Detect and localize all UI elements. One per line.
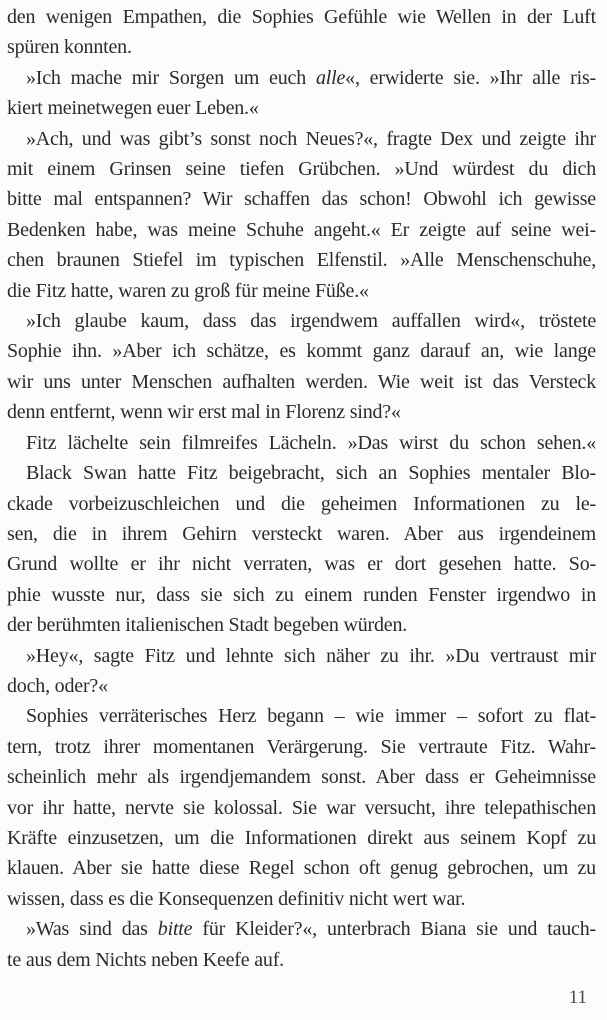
text-line — [7, 489, 596, 519]
text-line — [7, 732, 596, 762]
text-segment: phie wusste nur, dass sie sich zu einem runden Fenster irgendwo in — [7, 583, 596, 606]
text-segment: die Fitz hatte, waren zu groß für meine Füße.« — [7, 279, 369, 302]
text-segment: scheinlich mehr als irgendjemandem sonst. Aber dass er Geheimnisse — [7, 766, 596, 789]
text-segment: chen braunen Stiefel im typischen Elfenstil. »Alle Menschenschuhe, — [7, 249, 596, 272]
text-segment: mit einem Grinsen seine tiefen Grübchen. »Und würdest du dich — [7, 158, 596, 181]
text-segment: Black Swan hatte Fitz beigebracht, sich an Sophies mentaler Blo- — [26, 462, 596, 485]
page-number: 11 — [568, 987, 587, 1008]
text-segment: spüren konnten. — [7, 36, 132, 59]
text-line — [7, 93, 596, 123]
text-segment: Bedenken habe, was meine Schuhe angeht.« Er zeigte auf seine wei- — [7, 218, 596, 241]
text-segment: te aus dem Nichts neben Keefe auf. — [7, 948, 284, 971]
text-segment: wissen, dass es die Konsequenzen definitiv nicht wert war. — [7, 887, 466, 910]
text-segment: kiert meinetwegen euer Leben.« — [7, 97, 259, 120]
text-line — [7, 428, 596, 458]
text-line — [7, 458, 596, 488]
text-line — [7, 945, 596, 975]
text-segment: tern, trotz ihrer momentanen Verärgerung. Sie vertraute Fitz. Wahr- — [7, 735, 596, 758]
text-segment: Sophie ihn. »Aber ich schätze, es kommt ganz darauf an, wie lange — [7, 340, 596, 363]
text-line — [7, 641, 596, 671]
text-segment: ckade vorbeizuschleichen und die geheimen Informationen zu le- — [7, 492, 596, 515]
text-line — [7, 610, 596, 640]
text-segment: sen, die in ihrem Gehirn versteckt waren. Aber aus irgendeinem — [7, 522, 596, 545]
text-segment: Kräfte einzusetzen, um die Informationen direkt aus seinem Kopf zu — [7, 826, 596, 849]
text-line — [7, 154, 596, 184]
text-line — [7, 580, 596, 610]
text-line — [7, 853, 596, 883]
text-segment: »Ich mache mir Sorgen um euch — [26, 66, 316, 89]
text-segment: wir uns unter Menschen aufhalten werden. Wie weit ist das Versteck — [7, 370, 596, 393]
italic-text-segment: bitte — [157, 918, 193, 941]
text-line — [7, 336, 596, 366]
text-segment: denn entfernt, wenn wir erst mal in Florenz sind?« — [7, 401, 401, 424]
text-segment: Grund wollte er ihr nicht verraten, was er dort gesehen hatte. So- — [7, 553, 596, 576]
text-line — [7, 762, 596, 792]
text-line — [7, 549, 596, 579]
text-segment: »Ich glaube kaum, dass das irgendwem auffallen wird«, tröstete — [26, 310, 596, 333]
text-line — [7, 397, 596, 427]
italic-text-segment: alle — [315, 66, 346, 89]
text-line — [7, 793, 596, 823]
text-segment: den wenigen Empathen, die Sophies Gefühle wie Wellen in der Luft — [7, 6, 596, 28]
text-line — [7, 671, 596, 701]
text-line — [7, 124, 596, 154]
text-segment: für Kleider?«, unterbrach Biana sie und tauch- — [192, 918, 596, 941]
text-segment: »Ach, und was gibt’s sonst noch Neues?«, fragte Dex und zeigte ihr — [26, 127, 596, 150]
text-line — [7, 32, 596, 62]
text-line — [7, 367, 596, 397]
text-segment: Fitz lächelte sein filmreifes Lächeln. »Das wirst du schon sehen.« — [26, 431, 596, 454]
text-line — [7, 184, 596, 214]
text-line — [7, 63, 596, 93]
page-text — [7, 2, 596, 975]
text-line — [7, 2, 596, 32]
text-line — [7, 914, 596, 944]
text-segment: doch, oder?« — [7, 674, 108, 697]
text-line — [7, 306, 596, 336]
text-segment: «, erwiderte sie. »Ihr alle ris- — [345, 66, 596, 89]
text-line — [7, 701, 596, 731]
text-segment: »Hey«, sagte Fitz und lehnte sich näher zu ihr. »Du vertraust mir — [26, 644, 596, 667]
text-line — [7, 519, 596, 549]
text-segment: bitte mal entspannen? Wir schaffen das schon! Obwohl ich gewisse — [7, 188, 596, 211]
text-line — [7, 884, 596, 914]
text-line — [7, 245, 596, 275]
text-segment: vor ihr hatte, nervte sie kolossal. Sie war versucht, ihre telepathischen — [7, 796, 596, 819]
text-segment: »Was sind das — [26, 918, 158, 941]
text-line — [7, 215, 596, 245]
text-segment: klauen. Aber sie hatte diese Regel schon oft genug gebrochen, um zu — [7, 857, 596, 880]
text-segment: Sophies verräterisches Herz begann – wie immer – sofort zu flat- — [26, 705, 596, 728]
text-line — [7, 823, 596, 853]
text-segment: der berühmten italienischen Stadt begeben würden. — [7, 614, 408, 637]
text-line — [7, 276, 596, 306]
